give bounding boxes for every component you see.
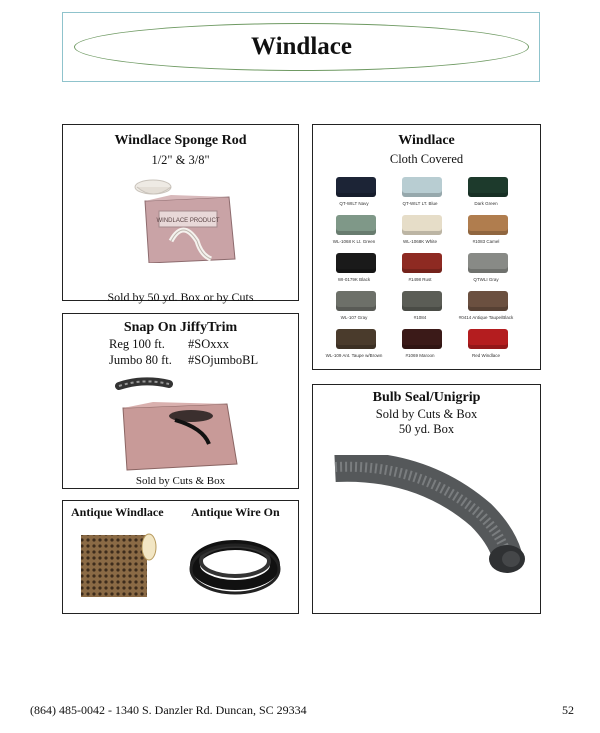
windlace-swatch-label: WL-1068 K Lt. Green <box>332 239 376 244</box>
snap-on-reg-code: #SOxxx <box>188 337 229 351</box>
snap-on-jumbo-code: #SOjumboBL <box>188 353 259 367</box>
page-number: 52 <box>562 703 574 717</box>
bulb-seal-line2: 50 yd. Box <box>398 422 455 436</box>
sponge-rod-sizes: 1/2" & 3/8" <box>151 153 210 167</box>
antique-wire-on-image <box>185 525 285 603</box>
windlace-swatch-label: WI-0179K Black <box>337 277 371 282</box>
windlace-swatch-label: Dark Green <box>474 201 498 206</box>
bulb-seal-panel <box>312 384 541 614</box>
snap-on-jumbo-name: Jumbo 80 ft. <box>109 353 172 367</box>
windlace-subheading: Cloth Covered <box>389 152 464 166</box>
windlace-swatch <box>468 253 508 273</box>
sponge-rod-panel <box>62 124 299 304</box>
windlace-swatch <box>336 177 376 197</box>
windlace-swatch-label: #1069 Maroon <box>405 353 435 358</box>
windlace-swatch-label: #0414 Antique Taupe/Black <box>458 315 514 320</box>
windlace-heading: Windlace <box>398 133 455 148</box>
bulb-seal-heading: Bulb Seal/Unigrip <box>372 390 481 405</box>
windlace-swatch-grid <box>323 177 533 367</box>
sponge-rod-sold-by: Sold by 50 yd. Box or by Cuts <box>107 290 254 304</box>
windlace-swatch-label: #1083 Camel <box>472 239 500 244</box>
snap-on-heading: Snap On JiffyTrim <box>123 320 238 335</box>
windlace-swatch <box>402 253 442 273</box>
windlace-swatch-label: WL-107 Gray <box>340 315 368 320</box>
windlace-swatch <box>468 291 508 311</box>
snap-on-row-reg <box>109 337 165 352</box>
windlace-swatch <box>468 215 508 235</box>
snap-on-reg-name: Reg 100 ft. <box>109 337 165 351</box>
windlace-swatch-label: Red Windlace <box>471 353 500 358</box>
windlace-swatch <box>336 329 376 349</box>
windlace-swatch <box>402 177 442 197</box>
windlace-swatch-label: WL-1068K White <box>402 239 437 244</box>
windlace-swatch <box>336 215 376 235</box>
bulb-seal-line1: Sold by Cuts & Box <box>375 407 478 421</box>
antique-windlace-heading: Antique Windlace <box>71 505 164 519</box>
windlace-swatch <box>336 253 376 273</box>
footer-address: (864) 485-0042 - 1340 S. Danzler Rd. Duncan, SC 29334 <box>30 703 307 717</box>
windlace-swatch <box>468 177 508 197</box>
windlace-swatch-label: #1498 Rust <box>408 277 432 282</box>
windlace-swatch <box>336 291 376 311</box>
windlace-swatch <box>402 215 442 235</box>
windlace-swatch <box>468 329 508 349</box>
windlace-swatch <box>402 291 442 311</box>
windlace-swatch-label: #1084 <box>413 315 427 320</box>
windlace-panel <box>312 124 541 370</box>
bulb-seal-image <box>331 455 531 585</box>
antique-windlace-image <box>79 531 163 601</box>
snap-on-panel <box>62 313 299 489</box>
antique-wire-on-heading: Antique Wire On <box>191 505 280 519</box>
jiffytrim-image <box>113 374 253 474</box>
sponge-box-label: WINDLACE PRODUCT <box>156 218 220 224</box>
snap-on-sold-by: Sold by Cuts & Box <box>135 475 226 487</box>
windlace-swatch <box>402 329 442 349</box>
windlace-swatch-label: QT-WILT Navy <box>339 201 369 206</box>
windlace-swatch-label: QTWLI Gray <box>473 277 499 282</box>
sponge-rod-heading: Windlace Sponge Rod <box>114 133 247 148</box>
antique-panel <box>62 500 299 614</box>
sponge-rod-box-image <box>131 175 241 263</box>
page-title: Windlace <box>74 23 529 71</box>
windlace-swatch-label: WL-109 Ant. Taupe w/Brown <box>325 353 383 358</box>
windlace-swatch-label: QT-WILT LT. Blue <box>402 201 438 206</box>
